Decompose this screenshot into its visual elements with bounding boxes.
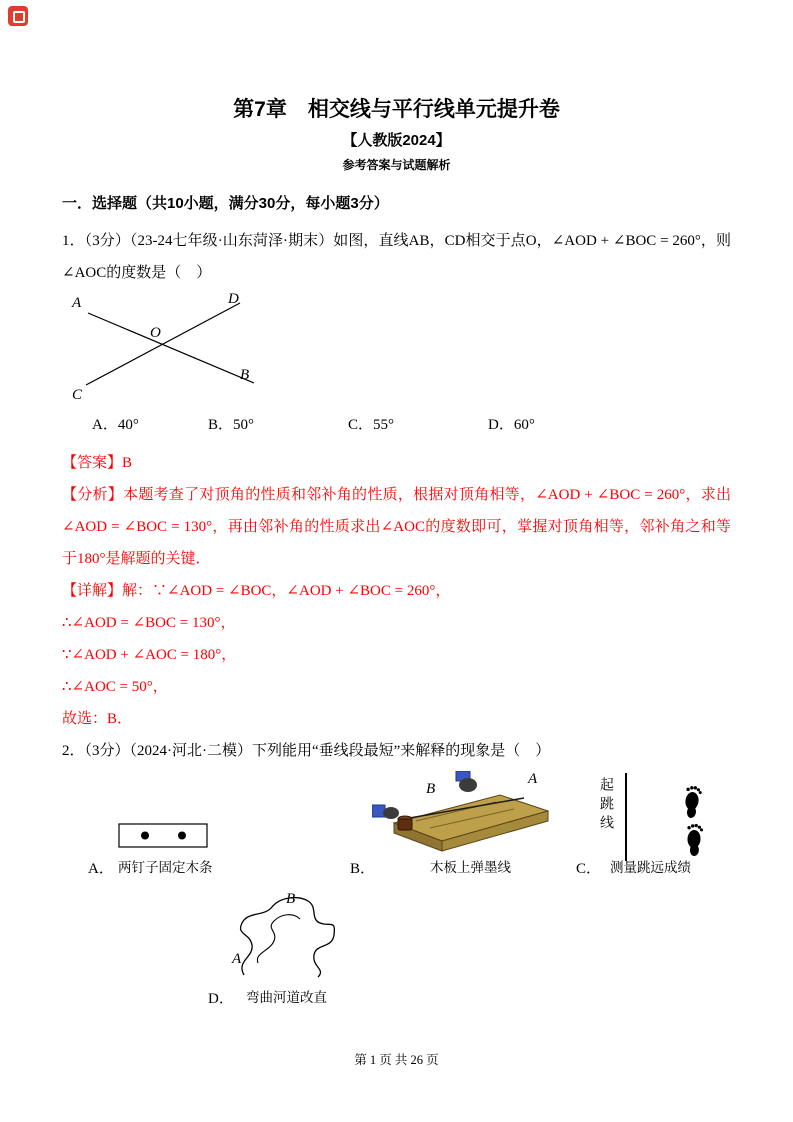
reader-badge-icon[interactable] [8,6,28,26]
q2-option-c-letter: C． [576,861,602,877]
nailed-board-figure [118,823,208,849]
plank-point-b-label: B [426,781,436,797]
q1-option-a: A．40° [92,417,139,433]
takeoff-line [625,773,627,861]
point-a-label: A [72,295,82,311]
q1-figure [66,291,793,407]
footprint-upper [683,785,703,819]
q2-image-ink-line-plank [372,771,562,857]
nail-dot-left [141,832,149,840]
badge-glyph-icon [13,11,25,23]
answers-subtitle: 参考答案与试题解析 [342,158,451,172]
left-sleeve-cuff [372,805,385,817]
q1-intersecting-lines-figure [66,291,266,407]
q1-detail-line-2: ∴∠AOD = ∠BOC = 130°， [62,615,236,631]
q2-option-b-letter: B． [350,861,376,877]
ink-line-plank-figure [372,771,562,857]
q1-option-c: C．55° [348,417,395,433]
q2-option-a-letter: A． [88,861,114,877]
footprints-figure [662,779,718,863]
q2-stem: 2．（3分）（2024·河北·二模）下列能用“垂线段最短”来解释的现象是（ ） [62,743,551,759]
page-footer: 第 1 页 共 26 页 [354,1053,439,1067]
river-outer-bank [241,898,335,977]
document-title: 第7章 相交线与平行线单元提升卷 [233,98,560,121]
q2-option-b-caption: 木板上弹墨线 [430,860,511,875]
point-o-label: O [150,325,161,341]
q1-option-d: D．60° [488,417,535,433]
ink-pot [398,819,412,830]
footprint-lower [686,823,703,856]
curved-river-figure [230,891,342,987]
q2-image-nailed-board [118,823,208,849]
q1-stem: 1．（3分）（23-24七年级·山东菏泽·期末）如图，直线AB，CD相交于点O，∠AOD + ∠BOC = 260°，则∠AOC的度数是（ ） [62,233,731,281]
point-d-label: D [228,291,239,307]
top-hand [459,778,477,792]
q2-image-curved-river [230,891,342,987]
river-point-b-label: B [286,891,296,907]
q1-options [92,415,793,435]
line-cd [86,303,240,385]
point-c-label: C [72,387,83,403]
takeoff-line-label: 起跳线 [598,777,613,834]
line-ab [88,313,254,383]
section1-heading: 一．选择题（共10小题，满分30分，每小题3分） [62,195,389,212]
q2-image-footprints [662,779,718,863]
q1-detail-line-3: ∵∠AOD + ∠AOC = 180°， [62,647,237,663]
plank-point-a-label: A [528,771,538,787]
q2-option-d-letter: D． [208,991,234,1007]
edition-label: 【人教版2024】 [342,132,451,149]
q2-option-c-caption: 测量跳远成绩 [610,860,691,875]
river-point-a-label: A [232,951,242,967]
q2-figures [62,767,731,1019]
q2-option-a-caption: 两钉子固定木条 [118,860,213,875]
q1-option-b: B．50° [208,417,255,433]
q1-detail-line-5: 故选：B． [62,711,133,727]
q1-detail-line-1: 【详解】解：∵∠AOD = ∠BOC，∠AOD + ∠BOC = 260°， [62,583,451,599]
board-rect [119,824,207,847]
q1-analysis: 【分析】本题考查了对顶角的性质和邻补角的性质，根据对顶角相等，∠AOD + ∠BOC = 260°，求出∠AOD = ∠BOC = 130°，再由邻补角的性质求出∠AOC的度数即可，掌握对顶角相等，邻补角之和等于180°是解题的关键． [62,487,731,567]
nail-dot-right [178,832,186,840]
q2-option-d-caption: 弯曲河道改直 [246,990,327,1005]
river-inner-bank [257,915,300,963]
left-hand [383,807,399,819]
q1-detail-line-4: ∴∠AOC = 50°， [62,679,168,695]
point-b-label: B [240,367,250,383]
q1-answer: 【答案】B [62,455,133,471]
